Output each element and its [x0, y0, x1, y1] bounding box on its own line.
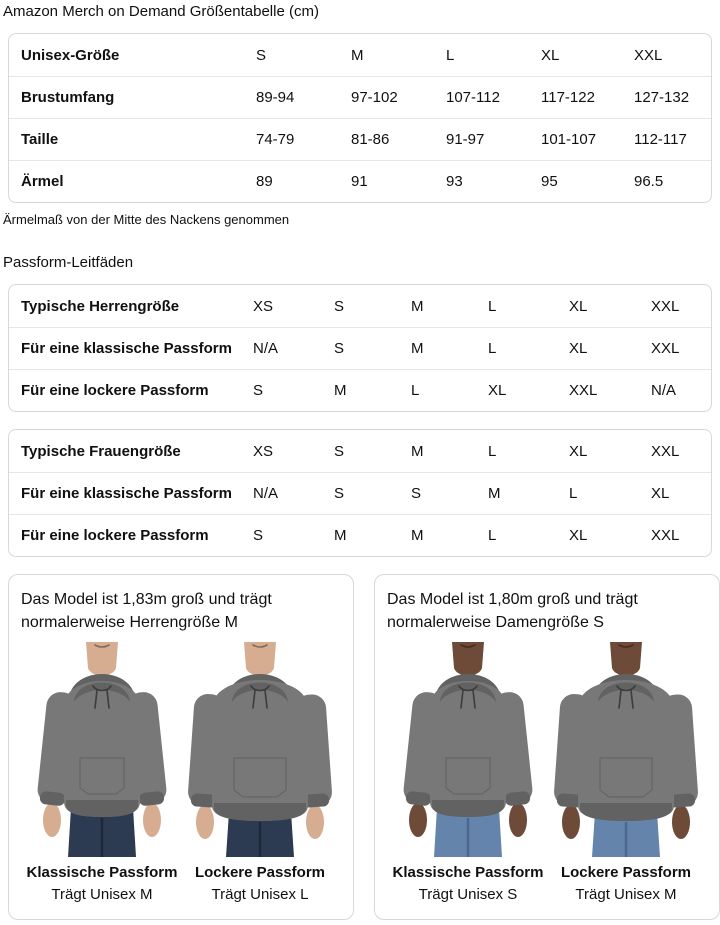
- row-label: Für eine klassische Passform: [21, 485, 232, 502]
- male-model-card: [8, 574, 354, 920]
- size-cell: XL: [541, 46, 560, 64]
- size-cell: XL: [569, 442, 588, 460]
- row-label: Unisex-Größe: [21, 46, 120, 64]
- size-cell: XXL: [651, 340, 680, 357]
- size-cell: 91-97: [446, 131, 485, 148]
- table-row: [9, 327, 711, 369]
- size-cell: XS: [253, 297, 274, 315]
- table-row: [9, 285, 711, 327]
- size-cell: L: [488, 527, 497, 544]
- size-cell: 74-79: [256, 131, 295, 148]
- size-cell: 127-132: [634, 89, 690, 106]
- size-cell: L: [411, 382, 420, 399]
- hoodie-model-photo: [185, 642, 335, 857]
- size-cell: M: [411, 442, 424, 460]
- size-cell: 95: [541, 173, 558, 190]
- size-cell: S: [334, 297, 345, 315]
- row-label: Typische Herrengröße: [21, 297, 180, 315]
- size-cell: S: [334, 485, 345, 502]
- hoodie-model-photo: [27, 642, 177, 857]
- model-figures-row: [387, 642, 707, 903]
- fit-guides-heading: Passform-Leitfäden: [3, 254, 134, 271]
- size-cell: 96.5: [634, 173, 664, 190]
- size-cell: S: [411, 485, 422, 502]
- size-cell: XXL: [651, 442, 680, 460]
- size-cell: 107-112: [446, 89, 500, 106]
- fit-label: Klassische Passform: [26, 864, 178, 882]
- size-cell: 117-122: [541, 89, 595, 106]
- size-label: Trägt Unisex M: [51, 886, 153, 904]
- size-label: Trägt Unisex L: [211, 886, 309, 904]
- hoodie-model-photo: [393, 642, 543, 857]
- size-cell: M: [411, 297, 424, 315]
- size-cell: L: [488, 340, 497, 357]
- size-cell: S: [334, 340, 345, 357]
- size-cell: XXL: [651, 297, 680, 315]
- table-row: [9, 514, 711, 556]
- row-label: Brustumfang: [21, 89, 115, 106]
- classic-fit-figure: [389, 642, 547, 903]
- unisex-size-table: [8, 33, 712, 203]
- size-label: Trägt Unisex S: [418, 886, 518, 904]
- size-cell: XXL: [569, 382, 598, 399]
- table-row: [9, 118, 711, 160]
- size-cell: 93: [446, 173, 463, 190]
- size-cell: XXL: [651, 527, 680, 544]
- size-cell: M: [351, 46, 364, 64]
- row-label: Für eine klassische Passform: [21, 340, 232, 357]
- row-label: Ärmel: [21, 173, 64, 190]
- model-description: Das Model ist 1,83m groß und trägt normalerweise Herrengröße M: [21, 591, 272, 631]
- size-cell: S: [334, 442, 345, 460]
- table-row: [9, 430, 711, 472]
- size-cell: 112-117: [634, 131, 687, 148]
- size-cell: L: [446, 46, 455, 64]
- size-cell: M: [334, 382, 347, 399]
- size-cell: S: [253, 527, 264, 544]
- loose-fit-figure: [181, 642, 339, 903]
- size-cell: XS: [253, 442, 274, 460]
- size-cell: M: [411, 340, 424, 357]
- table-row: [9, 160, 711, 202]
- size-cell: S: [253, 382, 264, 399]
- page-title: Amazon Merch on Demand Größentabelle (cm): [3, 3, 319, 20]
- fit-label: Lockere Passform: [194, 864, 326, 882]
- size-cell: 91: [351, 173, 368, 190]
- size-cell: M: [488, 485, 501, 502]
- size-cell: 89: [256, 173, 273, 190]
- table-row: [9, 472, 711, 514]
- size-cell: XL: [488, 382, 507, 399]
- size-cell: L: [488, 442, 497, 460]
- size-label: Trägt Unisex M: [575, 886, 677, 904]
- size-cell: 81-86: [351, 131, 390, 148]
- loose-fit-figure: [547, 642, 705, 903]
- size-cell: XL: [651, 485, 670, 502]
- row-label: Für eine lockere Passform: [21, 382, 209, 399]
- table-row: [9, 34, 711, 76]
- model-description: Das Model ist 1,80m groß und trägt normalerweise Damengröße S: [387, 591, 638, 631]
- table-row: [9, 76, 711, 118]
- classic-fit-figure: [23, 642, 181, 903]
- size-cell: XL: [569, 340, 588, 357]
- row-label: Taille: [21, 131, 59, 148]
- womens-fit-table: [8, 429, 712, 557]
- size-cell: M: [334, 527, 347, 544]
- size-cell: L: [488, 297, 497, 315]
- hoodie-model-photo: [551, 642, 701, 857]
- model-cards-row: [8, 574, 712, 920]
- size-cell: L: [569, 485, 578, 502]
- size-cell: XXL: [634, 46, 663, 64]
- size-cell: 97-102: [351, 89, 398, 106]
- size-cell: N/A: [253, 485, 279, 502]
- mens-fit-table: [8, 284, 712, 412]
- sleeve-measurement-note: Ärmelmaß von der Mitte des Nackens genommen: [3, 212, 290, 227]
- size-cell: N/A: [651, 382, 677, 399]
- size-cell: XL: [569, 527, 588, 544]
- size-cell: S: [256, 46, 267, 64]
- female-model-card: [374, 574, 720, 920]
- size-cell: 89-94: [256, 89, 295, 106]
- table-row: [9, 369, 711, 411]
- size-cell: M: [411, 527, 424, 544]
- size-cell: XL: [569, 297, 588, 315]
- row-label: Typische Frauengröße: [21, 442, 181, 460]
- row-label: Für eine lockere Passform: [21, 527, 209, 544]
- fit-label: Lockere Passform: [560, 864, 692, 882]
- model-figures-row: [21, 642, 341, 903]
- size-cell: N/A: [253, 340, 279, 357]
- fit-label: Klassische Passform: [392, 864, 544, 882]
- size-cell: 101-107: [541, 131, 597, 148]
